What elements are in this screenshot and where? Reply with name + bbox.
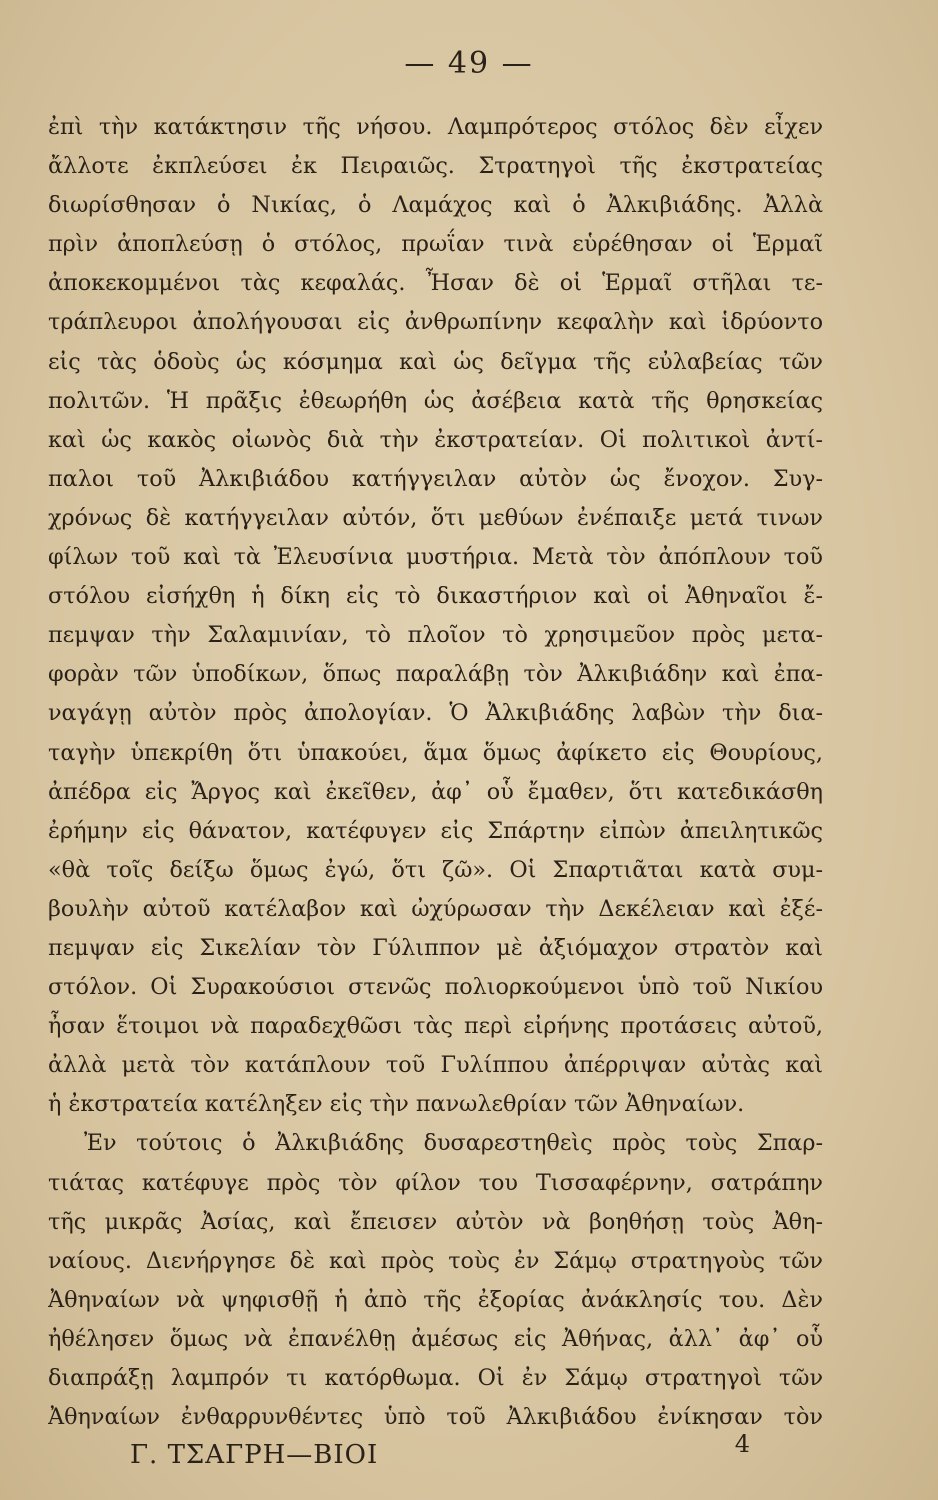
text-line: ἄλλοτε ἐκπλεύσει ἐκ Πειραιῶς. Στρατηγοὶ τῆς ἐκστρατείας xyxy=(48,153,823,180)
text-line: χρόνως δὲ κατήγγειλαν αὐτόν, ὅτι μεθύων ἐνέπαιξε μετά τινων xyxy=(48,504,823,531)
text-line: ἀλλὰ μετὰ τὸν κατάπλουν τοῦ Γυλίππου ἀπέρριψαν αὐτὰς καὶ xyxy=(48,1052,823,1079)
text-line: φίλων τοῦ καὶ τὰ Ἐλευσίνια μυστήρια. Μετὰ τὸν ἀπόπλουν τοῦ xyxy=(48,544,823,571)
text-line: καὶ ὡς κακὸς οἰωνὸς διὰ τὴν ἐκστρατείαν. Οἱ πολιτικοὶ ἀντί- xyxy=(48,426,823,453)
text-line: βουλὴν αὐτοῦ κατέλαβον καὶ ὠχύρωσαν τὴν Δεκέλειαν καὶ ἐξέ- xyxy=(48,895,823,922)
text-line: Ἐν τούτοις ὁ Ἀλκιβιάδης δυσαρεστηθεὶς πρὸς τοὺς Σπαρ- xyxy=(84,1130,823,1157)
text-line: παλοι τοῦ Ἀλκιβιάδου κατήγγειλαν αὐτὸν ὡς ἔνοχον. Συγ- xyxy=(48,465,823,492)
text-line: πεμψαν εἰς Σικελίαν τὸν Γύλιππον μὲ ἀξιόμαχον στρατὸν καὶ xyxy=(48,934,823,961)
text-line: πεμψαν τὴν Σαλαμινίαν, τὸ πλοῖον τὸ χρησιμεῦον πρὸς μετα- xyxy=(48,622,823,649)
text-line: διωρίσθησαν ὁ Νικίας, ὁ Λαμάχος καὶ ὁ Ἀλκιβιάδης. Ἀλλὰ xyxy=(48,192,823,219)
text-line: «θὰ τοῖς δείξω ὅμως ἐγώ, ὅτι ζῶ». Οἱ Σπαρτιᾶται κατὰ συμ- xyxy=(48,856,823,883)
text-line: πολιτῶν. Ἡ πρᾶξις ἐθεωρήθη ὡς ἀσέβεια κατὰ τῆς θρησκείας xyxy=(48,387,823,414)
text-line: τῆς μικρᾶς Ἀσίας, καὶ ἔπεισεν αὐτὸν νὰ βοηθήσῃ τοὺς Ἀθη- xyxy=(48,1208,823,1235)
text-line: ναγάγῃ αὐτὸν πρὸς ἀπολογίαν. Ὁ Ἀλκιβιάδης λαβὼν τὴν δια- xyxy=(48,700,823,727)
text-line: ταγὴν ὑπεκρίθη ὅτι ὑπακούει, ἅμα ὅμως ἀφίκετο εἰς Θουρίους, xyxy=(48,739,823,766)
body-text xyxy=(48,108,823,1437)
text-line: ἀπέδρα εἰς Ἄργος καὶ ἐκεῖθεν, ἀφ᾽ οὗ ἔμαθεν, ὅτι κατεδικάσθη xyxy=(48,778,823,805)
text-line: ἐρήμην εἰς θάνατον, κατέφυγεν εἰς Σπάρτην εἰπὼν ἀπειλητικῶς xyxy=(48,817,823,844)
text-line: τράπλευροι ἀπολήγουσαι εἰς ἀνθρωπίνην κεφαλὴν καὶ ἱδρύοντο xyxy=(48,309,823,336)
text-line: ἦσαν ἕτοιμοι νὰ παραδεχθῶσι τὰς περὶ εἰρήνης προτάσεις αὐτοῦ, xyxy=(48,1013,823,1040)
text-line: ἡ ἐκστρατεία κατέληξεν εἰς τὴν πανωλεθρίαν τῶν Ἀθηναίων. xyxy=(48,1091,745,1118)
text-line: πρὶν ἀποπλεύσῃ ὁ στόλος, πρωΐαν τινὰ εὑρέθησαν οἱ Ἑρμαῖ xyxy=(48,231,823,258)
text-line: στόλον. Οἱ Συρακούσιοι στενῶς πολιορκούμενοι ὑπὸ τοῦ Νικίου xyxy=(48,974,823,1001)
text-line: ἠθέλησεν ὅμως νὰ ἐπανέλθῃ ἀμέσως εἰς Ἀθήνας, ἀλλ᾽ ἀφ᾽ οὗ xyxy=(48,1325,823,1352)
page-number: — 49 — xyxy=(404,46,534,81)
footer-book-title: Γ. ΤΣΑΓΡΗ—ΒΙΟΙ xyxy=(130,1440,379,1470)
text-line: εἰς τὰς ὁδοὺς ὡς κόσμημα καὶ ὡς δεῖγμα τῆς εὐλαβείας τῶν xyxy=(48,348,823,375)
text-line: τιάτας κατέφυγε πρὸς τὸν φίλον του Τισσαφέρνην, σατράπην xyxy=(48,1169,823,1196)
text-line: ἐπὶ τὴν κατάκτησιν τῆς νήσου. Λαμπρότερος στόλος δὲν εἶχεν xyxy=(48,114,823,140)
signature-mark: 4 xyxy=(734,1430,750,1458)
page-footer xyxy=(130,1430,790,1480)
text-line: ναίους. Διενήργησε δὲ καὶ πρὸς τοὺς ἐν Σάμῳ στρατηγοὺς τῶν xyxy=(48,1247,823,1274)
text-line: Ἀθηναίων ἐνθαρρυνθέντες ὑπὸ τοῦ Ἀλκιβιάδου ἐνίκησαν τὸν xyxy=(48,1404,823,1431)
text-line: Ἀθηναίων νὰ ψηφισθῇ ἡ ἀπὸ τῆς ἐξορίας ἀνάκλησίς του. Δὲν xyxy=(48,1286,823,1313)
text-line: ἀποκεκομμένοι τὰς κεφαλάς. Ἦσαν δὲ οἱ Ἑρμαῖ στῆλαι τε- xyxy=(48,270,823,297)
text-line: διαπράξῃ λαμπρόν τι κατόρθωμα. Οἱ ἐν Σάμῳ στρατηγοὶ τῶν xyxy=(48,1365,823,1391)
text-line: στόλου εἰσήχθη ἡ δίκη εἰς τὸ δικαστήριον καὶ οἱ Ἀθηναῖοι ἔ- xyxy=(48,583,823,610)
text-line: φορὰν τῶν ὑποδίκων, ὅπως παραλάβῃ τὸν Ἀλκιβιάδην καὶ ἐπα- xyxy=(48,661,823,688)
